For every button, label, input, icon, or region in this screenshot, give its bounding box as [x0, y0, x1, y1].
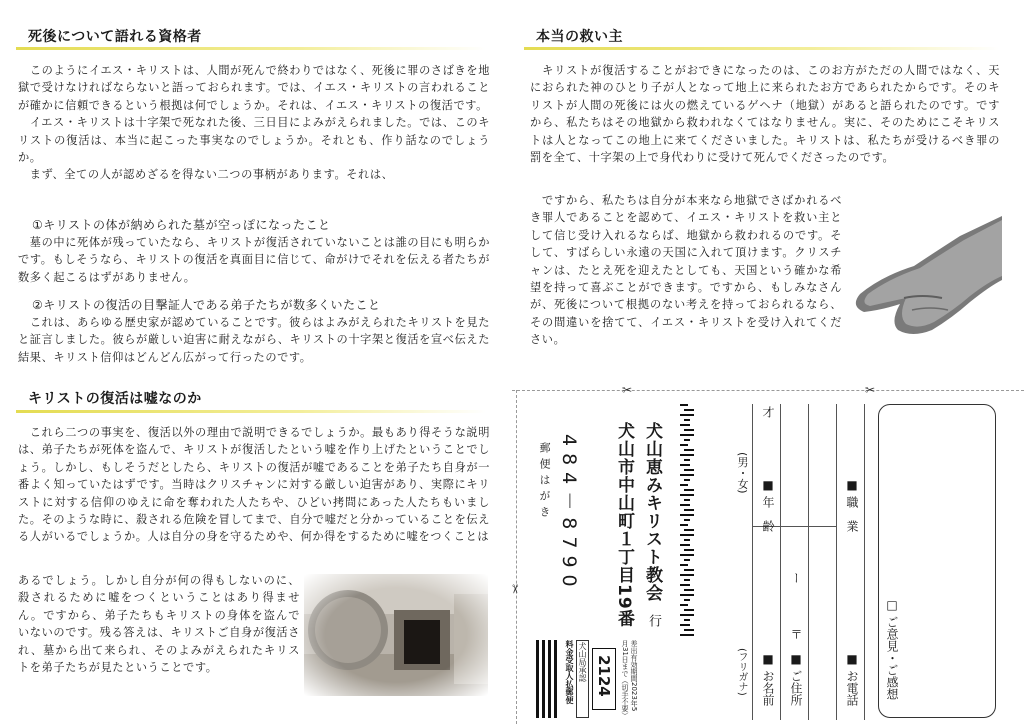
- address-field[interactable]: ■ ご住所: [789, 652, 803, 706]
- postal-mark: 〒: [789, 628, 803, 640]
- furigana-label: (フリガナ): [736, 648, 747, 696]
- name-field[interactable]: ■ お名前: [761, 652, 775, 706]
- opinion-label: □ ご意見・ご感想: [885, 598, 899, 700]
- cut-line-horizontal: [512, 390, 1024, 391]
- field-divider: [780, 404, 781, 720]
- field-divider: [836, 404, 837, 720]
- section3-paragraph-1: キリストが復活することがおできになったのは、このお方がただの人間ではなく、天におられた神のひとり子が人となって地上に来られたお方であられたからです。そのキリストが人間の死後には火の燃えているゲヘナ（地獄）があると語られたのです。ですから、私たちはその地獄から救われなくてはなりません。実に、そのためにこそキリストは人となってこの地上に来てくださいました。キリストは、私たちが受けるべき罪の罰を全て、十字架の上で身代わりに受けて死んでくださったのです。: [530, 64, 1000, 165]
- section1-paragraph-3: これは、あらゆる歴史家が認めていることです。彼らはよみがえられたキリストを見たと証言しました。彼らが厳しい迫害に耐えながら、キリストの十字架と復活を宣べ伝えた結果、キリスト信仰はどんどん広がって行ったのです。: [18, 316, 490, 364]
- postal-dash: ー: [789, 572, 803, 584]
- section1-paragraph-2: 墓の中に死体が残っていたなら、キリストが復活されていないことは誰の目にも明らかです。もしそうなら、キリストの復活を真面目に信じて、命がけでそれを伝える者たちが数多く起こるはずがありません。: [18, 236, 490, 284]
- recipient-name: 犬山恵みキリスト教会: [642, 422, 662, 602]
- postcard-label: 郵便はがき: [538, 442, 551, 522]
- scissors-icon: ✂: [622, 383, 633, 397]
- section-title-savior: 本当の救い主: [536, 29, 623, 45]
- point-witnesses: ②キリストの復活の目撃証人である弟子たちが数多くいたこと: [32, 298, 381, 312]
- field-divider: [864, 404, 865, 720]
- business-reply-stamp: [536, 640, 640, 718]
- recipient-address: 犬山市中山町１丁目19番: [614, 422, 634, 628]
- title-underline: [16, 47, 486, 50]
- point-empty-tomb: ①キリストの体が納められた墓が空っぽになったこと: [32, 218, 331, 232]
- recipient-suffix: 行: [646, 614, 661, 627]
- section-title-death: 死後について語れる資格者: [28, 29, 202, 45]
- scissors-icon: ✂: [508, 583, 523, 595]
- gender-label: (男・女): [736, 452, 749, 494]
- section2-paragraph-2: あるでしょう。しかし自分が何の得もしないのに、殺されるために嘘をつくということはあり得ません。ですから、弟子たちもキリストの身体を盗んでいないのです。残る答えは、キリストご自身が復活され、墓から出て来られ、そのよみがえられたキリストを弟子たちが見たということです。: [18, 574, 300, 675]
- stamp-note: 差出有効期間2023年5月31日まで（切手不要）: [621, 640, 638, 719]
- postal-code: 484－8790: [558, 434, 580, 594]
- title-underline: [524, 47, 999, 50]
- phone-field[interactable]: ■ お電話: [845, 652, 859, 706]
- age-field[interactable]: ■ 年 齢: [761, 478, 775, 532]
- customer-barcode: [680, 404, 694, 640]
- title-underline: [16, 410, 486, 413]
- open-hand-photo: [842, 206, 1002, 352]
- stamp-label: 料金受取人払郵便: [565, 640, 574, 704]
- job-field[interactable]: ■ 職 業: [845, 478, 859, 532]
- age-unit: 才: [761, 406, 775, 418]
- field-divider: [752, 404, 753, 720]
- cut-line-vertical: [516, 390, 517, 724]
- scissors-icon: ✂: [865, 383, 876, 397]
- section2-paragraph-1: これら二つの事実を、復活以外の理由で説明できるでしょうか。最もあり得そうな説明は、弟子たちが死体を盗んで、キリストが復活したという嘘を作り上げたということでしょう。しかし、もしそうだとしたら、キリストの復活が嘘であることを弟子たち自身が一番よく知っていたはずです。当時はクリスチャンに対する厳しい迫害があり、実際にキリストに対する信仰のゆえに命を奪われた人たちや、ひどい拷問にあった人たちもいました。そのような時に、殺される危険を冒してまで、自分で嘘だと分かっていることを伝える人がいるでしょうか。人は自分の身を守るためや、何か得をするために嘘をつくことは: [18, 426, 490, 544]
- section1-paragraph-1: このようにイエス・キリストは、人間が死んで終わりではなく、死後に罪のさばきを地獄で受けなければならないと語っておられます。では、イエス・キリストの言われることが確かに信頼できるという根拠は何でしょうか。それは、イエス・キリストの復活です。 イエス・キリストは十字架で死なれた後、三日目によみがえられました。では、このキリストの復活は、本当に起こった事実なのでしょうか。それとも、作り話なのでしょうか。 まず、全ての人が認めざるを得ない二つの事柄があります。それは、: [18, 64, 490, 182]
- stamp-office: 犬山局承認: [576, 640, 589, 718]
- section3-paragraph-2: ですから、私たちは自分が本来なら地獄でさばかれるべき罪人であることを認めて、イエス・キリストを救い主として信じ受け入れるならば、地獄から救われるのです。そして、すばらしい永遠の天国に入れて頂けます。クリスチャンは、たとえ死を迎えたとしても、天国という確かな希望を持って喜ぶことができます。ですから、もしみなさんが、死後について根拠のない考えを持っておられるなら、その間違いを捨てて、イエス・キリストを受け入れてください。: [530, 194, 842, 347]
- stamp-number: 2124: [592, 648, 616, 710]
- field-divider: [808, 404, 809, 720]
- empty-tomb-photo: [304, 574, 488, 696]
- section-title-resurrection-lie: キリストの復活は嘘なのか: [28, 391, 202, 407]
